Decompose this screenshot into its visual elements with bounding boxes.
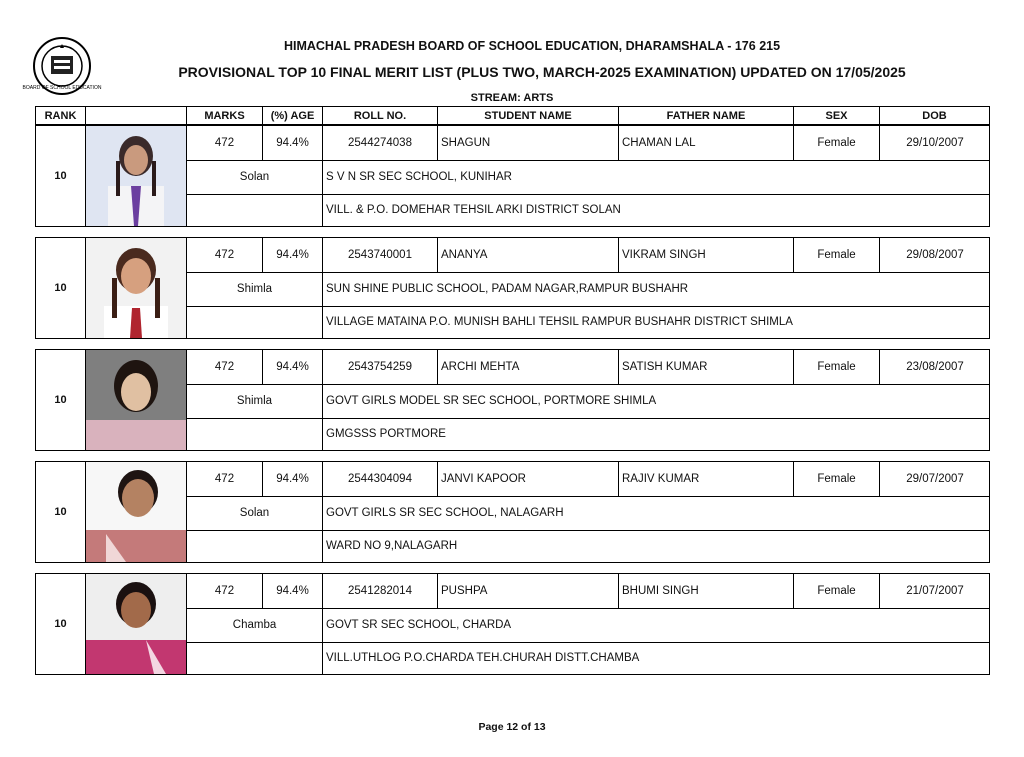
student-photo <box>86 574 187 674</box>
student-photo <box>86 462 187 562</box>
blank-cell <box>187 418 323 450</box>
col-student: STUDENT NAME <box>438 107 619 124</box>
stream-label: STREAM: ARTS <box>470 92 554 104</box>
sex: Female <box>794 574 880 608</box>
table-header <box>35 106 990 125</box>
dob: 23/08/2007 <box>906 361 964 373</box>
blank-cell <box>187 194 323 226</box>
marks: 472 <box>187 126 263 160</box>
student-record <box>35 349 990 451</box>
rank-value: 10 <box>36 238 86 338</box>
svg-text:BOARD OF SCHOOL EDUCATION: BOARD OF SCHOOL EDUCATION <box>22 85 102 91</box>
board-title: HIMACHAL PRADESH BOARD OF SCHOOL EDUCATION, DHARAMSHALA - 176 215 <box>283 39 781 53</box>
sex: Female <box>794 350 880 384</box>
student-record <box>35 125 990 227</box>
roll-number: 2543740001 <box>323 238 438 272</box>
roll-number: 2543754259 <box>323 350 438 384</box>
dob: 29/07/2007 <box>906 473 964 485</box>
school-name: GOVT SR SEC SCHOOL, CHARDA <box>326 619 512 631</box>
col-pct-age: (%) AGE <box>263 107 323 124</box>
col-rank: RANK <box>36 107 86 124</box>
father-name: VIKRAM SINGH <box>619 238 794 272</box>
school-name: GOVT GIRLS SR SEC SCHOOL, NALAGARH <box>326 507 564 519</box>
dob: 29/08/2007 <box>906 249 964 261</box>
student-photo <box>86 126 187 226</box>
dob: 29/10/2007 <box>906 137 964 149</box>
page-number: Page 12 of 13 <box>478 721 546 733</box>
school-name: SUN SHINE PUBLIC SCHOOL, PADAM NAGAR,RAMPUR BUSHAHR <box>326 283 689 295</box>
roll-number: 2544274038 <box>323 126 438 160</box>
marks: 472 <box>187 462 263 496</box>
marks: 472 <box>187 350 263 384</box>
sex: Female <box>794 238 880 272</box>
col-sex: SEX <box>794 107 880 124</box>
student-photo <box>86 350 187 450</box>
col-father: FATHER NAME <box>619 107 794 124</box>
father-name: SATISH KUMAR <box>619 350 794 384</box>
student-name: ARCHI MEHTA <box>438 350 619 384</box>
sex: Female <box>794 462 880 496</box>
blank-cell <box>187 306 323 338</box>
student-record <box>35 461 990 563</box>
percentage: 94.4% <box>263 238 323 272</box>
col-dob: DOB <box>922 109 947 122</box>
col-roll: ROLL NO. <box>323 107 438 124</box>
address: VILL.UTHLOG P.O.CHARDA TEH.CHURAH DISTT.CHAMBA <box>326 652 640 664</box>
rank-value: 10 <box>36 126 86 226</box>
roll-number: 2541282014 <box>323 574 438 608</box>
district: Shimla <box>187 384 323 418</box>
district: Chamba <box>187 608 323 642</box>
percentage: 94.4% <box>263 350 323 384</box>
student-name: PUSHPA <box>438 574 619 608</box>
rank-value: 10 <box>36 574 86 674</box>
col-marks: MARKS <box>187 107 263 124</box>
address: GMGSSS PORTMORE <box>326 428 446 440</box>
rank-value: 10 <box>36 350 86 450</box>
blank-cell <box>187 642 323 674</box>
student-name: SHAGUN <box>438 126 619 160</box>
percentage: 94.4% <box>263 462 323 496</box>
address: VILL. & P.O. DOMEHAR TEHSIL ARKI DISTRICT SOLAN <box>326 204 621 216</box>
student-name: ANANYA <box>438 238 619 272</box>
sex: Female <box>794 126 880 160</box>
school-name: S V N SR SEC SCHOOL, KUNIHAR <box>326 171 512 183</box>
father-name: CHAMAN LAL <box>619 126 794 160</box>
student-photo <box>86 238 187 338</box>
percentage: 94.4% <box>263 126 323 160</box>
blank-cell <box>187 530 323 562</box>
address: VILLAGE MATAINA P.O. MUNISH BAHLI TEHSIL RAMPUR BUSHAHR DISTRICT SHIMLA <box>326 316 793 328</box>
marks: 472 <box>187 238 263 272</box>
father-name: BHUMI SINGH <box>619 574 794 608</box>
district: Solan <box>187 160 323 194</box>
roll-number: 2544304094 <box>323 462 438 496</box>
student-name: JANVI KAPOOR <box>438 462 619 496</box>
dob: 21/07/2007 <box>906 585 964 597</box>
district: Solan <box>187 496 323 530</box>
student-record <box>35 573 990 675</box>
merit-list-title: PROVISIONAL TOP 10 FINAL MERIT LIST (PLUS TWO, MARCH-2025 EXAMINATION) UPDATED ON 17/05/2025 <box>178 64 906 80</box>
father-name: RAJIV KUMAR <box>619 462 794 496</box>
student-record <box>35 237 990 339</box>
district: Shimla <box>187 272 323 306</box>
address: WARD NO 9,NALAGARH <box>326 540 458 552</box>
col-photo <box>86 107 187 124</box>
marks: 472 <box>187 574 263 608</box>
percentage: 94.4% <box>263 574 323 608</box>
rank-value: 10 <box>36 462 86 562</box>
school-name: GOVT GIRLS MODEL SR SEC SCHOOL, PORTMORE SHIMLA <box>326 395 657 407</box>
